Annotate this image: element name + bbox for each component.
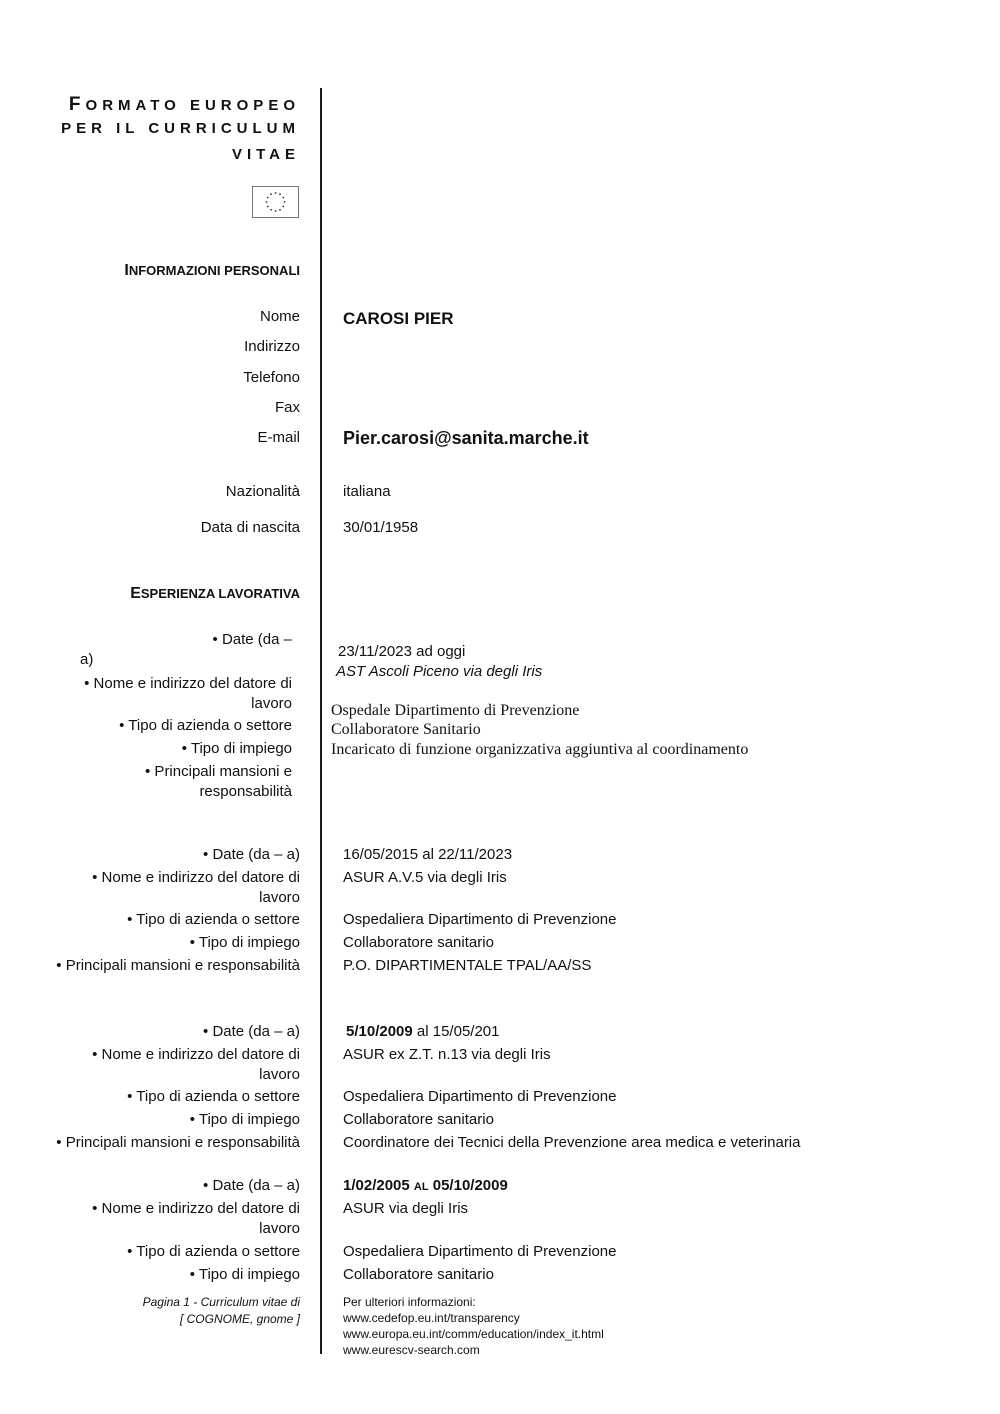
value-date: 5/10/2009 al 15/05/201 bbox=[346, 1023, 500, 1040]
value-date: 16/05/2015 al 22/11/2023 bbox=[343, 846, 513, 863]
section-heading-experience: ESPERIENZA LAVORATIVA bbox=[130, 585, 300, 602]
label-duties: • Principali mansioni e responsabilità bbox=[56, 1134, 300, 1151]
label-sector: • Tipo di azienda o settore bbox=[127, 1088, 300, 1105]
value-email: Pier.carosi@sanita.marche.it bbox=[343, 428, 589, 448]
label-nome: Nome bbox=[259, 308, 300, 325]
label-telefono: Telefono bbox=[243, 369, 300, 386]
label-job: • Tipo di impiego bbox=[189, 934, 300, 951]
label-job: • Tipo di impiego bbox=[189, 1111, 300, 1128]
label-fax: Fax bbox=[274, 399, 300, 416]
label-sector: • Tipo di azienda o settore bbox=[119, 717, 292, 734]
label-date: • Date (da – a) bbox=[203, 1023, 300, 1040]
value-sector: Ospedale Dipartimento di Prevenzione bbox=[331, 702, 580, 719]
label-indirizzo: Indirizzo bbox=[244, 338, 300, 355]
footer-link[interactable]: www.europa.eu.int/comm/education/index_it.html bbox=[343, 1327, 604, 1341]
label-duties: • Principali mansioni e responsabilità bbox=[145, 763, 292, 800]
label-nazionalita: Nazionalità bbox=[225, 483, 300, 500]
label-email: E-mail bbox=[257, 429, 300, 446]
value-data-nascita: 30/01/1958 bbox=[343, 519, 419, 536]
label-employer: • Nome e indirizzo del datore di lavoro bbox=[92, 1046, 300, 1083]
label-sector: • Tipo di azienda o settore bbox=[127, 911, 300, 928]
value-job: Collaboratore Sanitario bbox=[331, 721, 481, 738]
value-employer: AST Ascoli Piceno via degli Iris bbox=[336, 663, 543, 680]
eu-flag-icon bbox=[252, 186, 299, 218]
label-duties: • Principali mansioni e responsabilità bbox=[56, 957, 300, 974]
footer-info-label: Per ulteriori informazioni: bbox=[343, 1295, 476, 1309]
value-nazionalita: italiana bbox=[343, 483, 391, 500]
page-footer-left bbox=[143, 1294, 300, 1328]
label-date: • Date (da – bbox=[212, 631, 292, 648]
value-employer: ASUR via degli Iris bbox=[343, 1200, 469, 1217]
value-sector: Ospedaliera Dipartimento di Prevenzione bbox=[343, 911, 617, 928]
footer-link[interactable]: www.cedefop.eu.int/transparency bbox=[343, 1311, 520, 1325]
value-nome: CAROSI PIER bbox=[343, 309, 454, 328]
page-footer-right bbox=[343, 1294, 604, 1358]
footer-link[interactable]: www.eurescv-search.com bbox=[343, 1343, 480, 1357]
label-employer: • Nome e indirizzo del datore di lavoro bbox=[84, 675, 292, 712]
value-job: Collaboratore sanitario bbox=[343, 934, 494, 951]
value-job: Collaboratore sanitario bbox=[343, 1111, 494, 1128]
label-date-continued: a) bbox=[80, 651, 94, 668]
value-duties: P.O. DIPARTIMENTALE TPAL/AA/SS bbox=[343, 957, 592, 974]
value-duties: Coordinatore dei Tecnici della Prevenzione area medica e veterinaria bbox=[343, 1134, 801, 1151]
cv-title-line-3: VITAE bbox=[231, 146, 300, 163]
label-job: • Tipo di impiego bbox=[181, 740, 292, 757]
cv-title-line-1: FORMATO EUROPEO bbox=[68, 94, 300, 115]
label-job: • Tipo di impiego bbox=[189, 1266, 300, 1283]
value-employer: ASUR ex Z.T. n.13 via degli Iris bbox=[343, 1046, 551, 1063]
label-employer: • Nome e indirizzo del datore di lavoro bbox=[92, 869, 300, 906]
label-data-nascita: Data di nascita bbox=[200, 519, 300, 536]
footer-page-label: Pagina 1 - Curriculum vitae di bbox=[142, 1295, 300, 1309]
label-date: • Date (da – a) bbox=[203, 846, 300, 863]
value-sector: Ospedaliera Dipartimento di Prevenzione bbox=[343, 1088, 617, 1105]
value-date: 1/02/2005 AL 05/10/2009 bbox=[343, 1177, 508, 1194]
cv-title-line-2: PER IL CURRICULUM bbox=[61, 120, 300, 137]
label-employer: • Nome e indirizzo del datore di lavoro bbox=[92, 1200, 300, 1237]
value-employer: ASUR A.V.5 via degli Iris bbox=[343, 869, 507, 886]
value-job: Collaboratore sanitario bbox=[343, 1266, 494, 1283]
vertical-divider bbox=[320, 88, 322, 1354]
label-date: • Date (da – a) bbox=[203, 1177, 300, 1194]
value-duties: Incaricato di funzione organizzativa aggiuntiva al coordinamento bbox=[331, 741, 749, 758]
footer-name-placeholder: [ COGNOME, gnome ] bbox=[179, 1312, 300, 1326]
label-sector: • Tipo di azienda o settore bbox=[127, 1243, 300, 1260]
value-date: 23/11/2023 ad oggi bbox=[338, 643, 466, 660]
value-sector: Ospedaliera Dipartimento di Prevenzione bbox=[343, 1243, 617, 1260]
section-heading-personal: INFORMAZIONI PERSONALI bbox=[124, 262, 300, 279]
